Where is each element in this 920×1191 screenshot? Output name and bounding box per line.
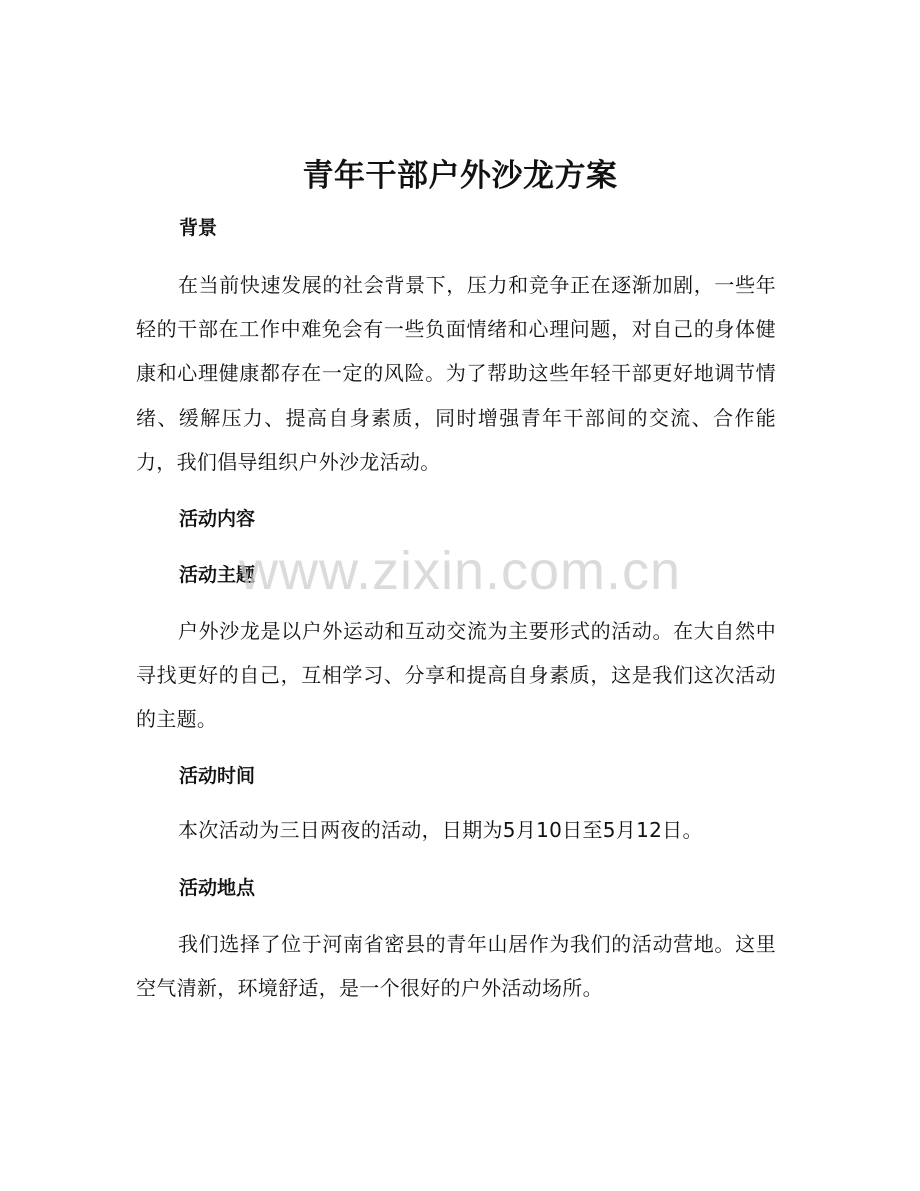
section-heading-activity-location: 活动地点 (179, 877, 256, 899)
section-heading-background: 背景 (179, 217, 218, 239)
section-heading-activity-time: 活动时间 (179, 765, 256, 787)
document-title: 青年干部户外沙龙方案 (302, 158, 618, 194)
paragraph-background: 在当前快速发展的社会背景下，压力和竞争正在逐渐加剧，一些年轻的干部在工作中难免会有一些负面情绪和心理问题，对自己的身体健康和心理健康都存在一定的风险。为了帮助这些年轻干部更好地调节情绪、缓解压力、提高自身素质，同时增强青年干部间的交流、合作能力，我们倡导组织户外沙龙活动。 (136, 273, 776, 474)
paragraph-activity-time: 本次活动为三日两夜的活动，日期为5月10日至5月12日。 (178, 818, 703, 842)
watermark-text: www.zixin.com.cn (238, 541, 682, 601)
section-heading-activity-content: 活动内容 (179, 508, 256, 530)
paragraph-activity-location: 我们选择了位于河南省密县的青年山居作为我们的活动营地。这里空气清新，环境舒适，是一个很好的户外活动场所。 (136, 932, 776, 1001)
paragraph-activity-theme: 户外沙龙是以户外运动和互动交流为主要形式的活动。在大自然中寻找更好的自己，互相学习、分享和提高自身素质，这是我们这次活动的主题。 (136, 619, 776, 732)
section-heading-activity-theme: 活动主题 (179, 564, 256, 586)
